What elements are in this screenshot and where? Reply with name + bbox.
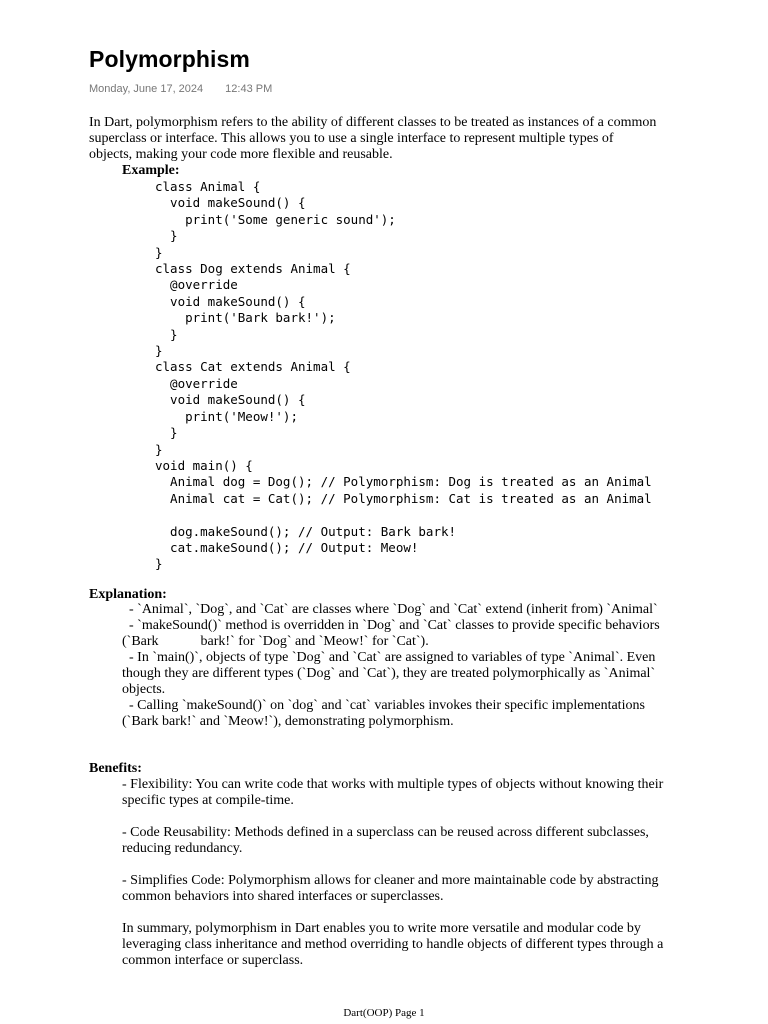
benefit-item: - Simplifies Code: Polymorphism allows for cleaner and more maintainable code by abstracting common behaviors into shared interfaces or superclasses.: [122, 873, 659, 904]
explanation-item: - `makeSound()` method is overridden in `Dog` and `Cat` classes to provide specific behaviors (`Bark bark!` for `Dog` and `Meow!` for `Cat`).: [122, 618, 664, 649]
example-label: Example:: [122, 163, 180, 178]
intro-paragraph: In Dart, polymorphism refers to the ability of different classes to be treated as instances of a common superclass or interface. This allows you to use a single interface to represent multiple types of objects, making your code more flexible and reusable.: [89, 115, 657, 162]
page-footer: Dart(OOP) Page 1: [343, 1007, 425, 1019]
explanation-item: - Calling `makeSound()` on `dog` and `cat` variables invokes their specific implementations (`Bark bark!` and `Meow!`), demonstrating polymorphism.: [122, 698, 649, 729]
benefits-list: [122, 777, 667, 969]
summary-paragraph: In summary, polymorphism in Dart enables you to write more versatile and modular code by leveraging class inheritance and method overriding to handle objects of different types through a common interface or superclass.: [122, 921, 664, 968]
note-time: 12:43 PM: [225, 83, 273, 95]
page-title: Polymorphism: [89, 46, 250, 72]
benefit-item: - Flexibility: You can write code that works with multiple types of objects without knowing their specific types at compile-time.: [122, 777, 664, 808]
explanation-list: [122, 602, 682, 730]
explanation-item: - In `main()`, objects of type `Dog` and `Cat` are assigned to variables of type `Animal`. Even though they are different types (`Dog` and `Cat`), they are treated polymorphically as `Animal` objects.: [122, 650, 659, 697]
explanation-heading: Explanation:: [89, 587, 167, 602]
explanation-item: - `Animal`, `Dog`, and `Cat` are classes where `Dog` and `Cat` extend (inherit from) `Animal`: [122, 602, 658, 617]
note-date: Monday, June 17, 2024: [89, 83, 204, 95]
benefit-item: - Code Reusability: Methods defined in a superclass can be reused across different subclasses, reducing redundancy.: [122, 825, 649, 856]
code-block: class Animal { void makeSound() { print('Some generic sound'); } } class Dog extends Animal { @override void makeSound() { print('Bark bark!'); } } class Cat extends Animal { @override void makeSound() { print('Meow!'); } } void main() { Animal dog = Dog(); // Polymorphism: Dog is treated as an Animal Animal cat = Cat(); // Polymorphism: Cat is treated as an Animal dog.makeSound(); // Output: Bark bark! cat.makeSound(); // Output: Meow! }: [155, 179, 652, 572]
benefits-heading: Benefits:: [89, 761, 142, 776]
note-timestamp: [89, 83, 272, 95]
